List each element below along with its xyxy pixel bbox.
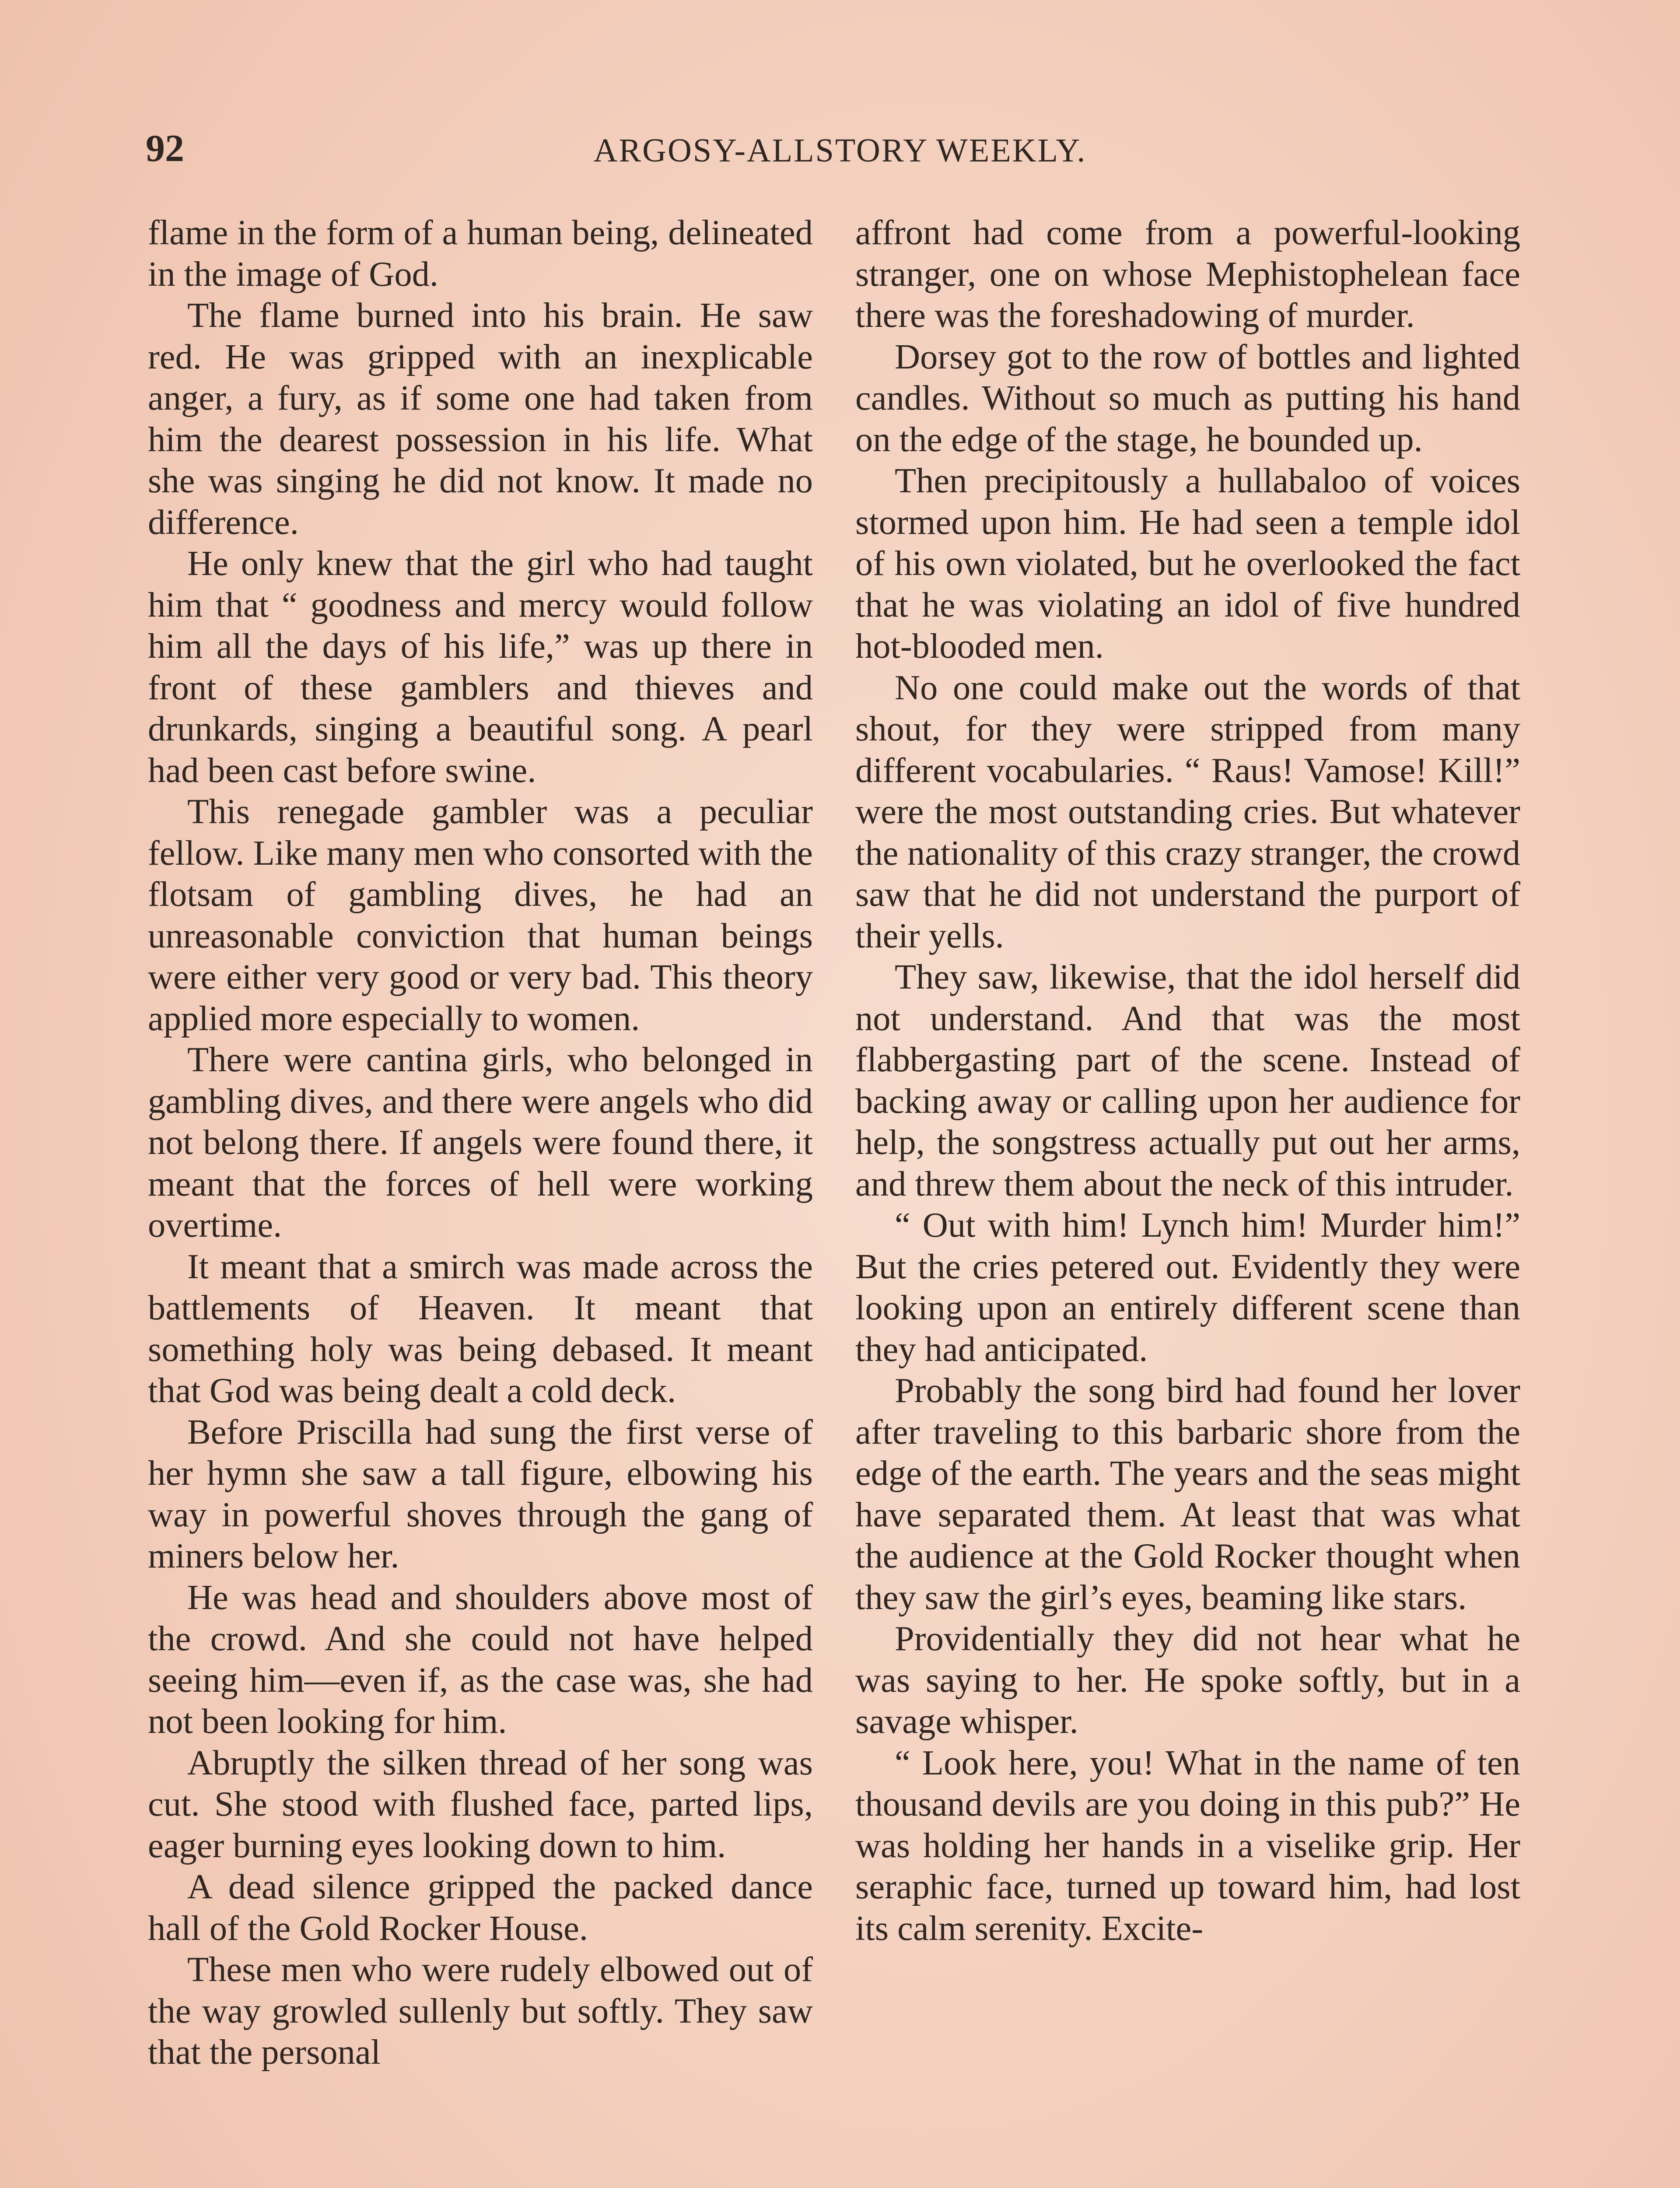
paragraph: He only knew that the girl who had taught him that “ goodness and mercy would follow him all the days of his life,” was up there in front of these gamblers and thieves and drunkards, singing a beautiful song. A pearl had been cast before swine. (148, 544, 813, 790)
right-column (855, 212, 1520, 1949)
paragraph: affront had come from a powerful-looking stranger, one on whose Mephistophelean face there was the foreshadowing of murder. (855, 213, 1520, 335)
paragraph: Before Priscilla had sung the first verse of her hymn she saw a tall figure, elbowing his way in powerful shoves through the gang of miners below her. (148, 1412, 813, 1575)
left-column (148, 212, 813, 2073)
paragraph: Then precipitously a hullabaloo of voices stormed upon him. He had seen a temple idol of his own violated, but he overlooked the fact that he was violating an idol of five hundred hot-blooded men. (855, 461, 1520, 666)
paragraph: There were cantina girls, who belonged in gambling dives, and there were angels who did not belong there. If angels were found there, it meant that the forces of hell were working overtime. (148, 1040, 813, 1245)
paragraph: Providentially they did not hear what he was saying to her. He spoke softly, but in a savage whisper. (855, 1619, 1520, 1741)
paragraph: The flame burned into his brain. He saw red. He was gripped with an inexplicable anger, a fury, as if some one had taken from him the dearest possession in his life. What she was singing he did not know. It made no difference. (148, 296, 813, 542)
paragraph: He was head and shoulders above most of the crowd. And she could not have helped seeing him—even if, as the case was, she had not been looking for him. (148, 1578, 813, 1741)
paragraph: They saw, likewise, that the idol herself did not understand. And that was the most flabbergasting part of the scene. Instead of backing away or calling upon her audience for help, the songstress actually put out her arms, and threw them about the neck of this intruder. (855, 957, 1520, 1203)
paragraph: “ Look here, you! What in the name of ten thousand devils are you doing in this pub?” He was holding her hands in a viselike grip. Her seraphic face, turned up toward him, had lost its calm serenity. Excite- (855, 1743, 1520, 1948)
page-number: 92 (146, 127, 184, 170)
paragraph: It meant that a smirch was made across the battlements of Heaven. It meant that something holy was being debased. It meant that God was being dealt a cold deck. (148, 1247, 813, 1410)
paragraph: This renegade gambler was a peculiar fellow. Like many men who consorted with the flotsam of gambling dives, he had an unreasonable conviction that human beings were either very good or very bad. This theory applied more especially to women. (148, 792, 813, 1038)
paragraph: Probably the song bird had found her lover after traveling to this barbaric shore from the edge of the earth. The years and the seas might have separated them. At least that was what the audience at the Gold Rocker thought when they saw the girl’s eyes, beaming like stars. (855, 1371, 1520, 1617)
paragraph: flame in the form of a human being, delineated in the image of God. (148, 213, 813, 294)
paragraph: Abruptly the silken thread of her song was cut. She stood with flushed face, parted lips, eager burning eyes looking down to him. (148, 1743, 813, 1865)
paragraph: A dead silence gripped the packed dance hall of the Gold Rocker House. (148, 1867, 813, 1948)
paragraph: Dorsey got to the row of bottles and lighted candles. Without so much as putting his hand on the edge of the stage, he bounded up. (855, 337, 1520, 459)
running-head: ARGOSY-ALLSTORY WEEKLY. (593, 132, 1087, 169)
paragraph: “ Out with him! Lynch him! Murder him!” But the cries petered out. Evidently they were looking upon an entirely different scene than they had anticipated. (855, 1206, 1520, 1369)
paragraph: These men who were rudely elbowed out of the way growled sullenly but softly. They saw that the personal (148, 1950, 813, 2072)
paragraph: No one could make out the words of that shout, for they were stripped from many different vocabularies. “ Raus! Vamose! Kill!” were the most outstanding cries. But whatever the nationality of this crazy stranger, the crowd saw that he did not understand the purport of their yells. (855, 668, 1520, 955)
